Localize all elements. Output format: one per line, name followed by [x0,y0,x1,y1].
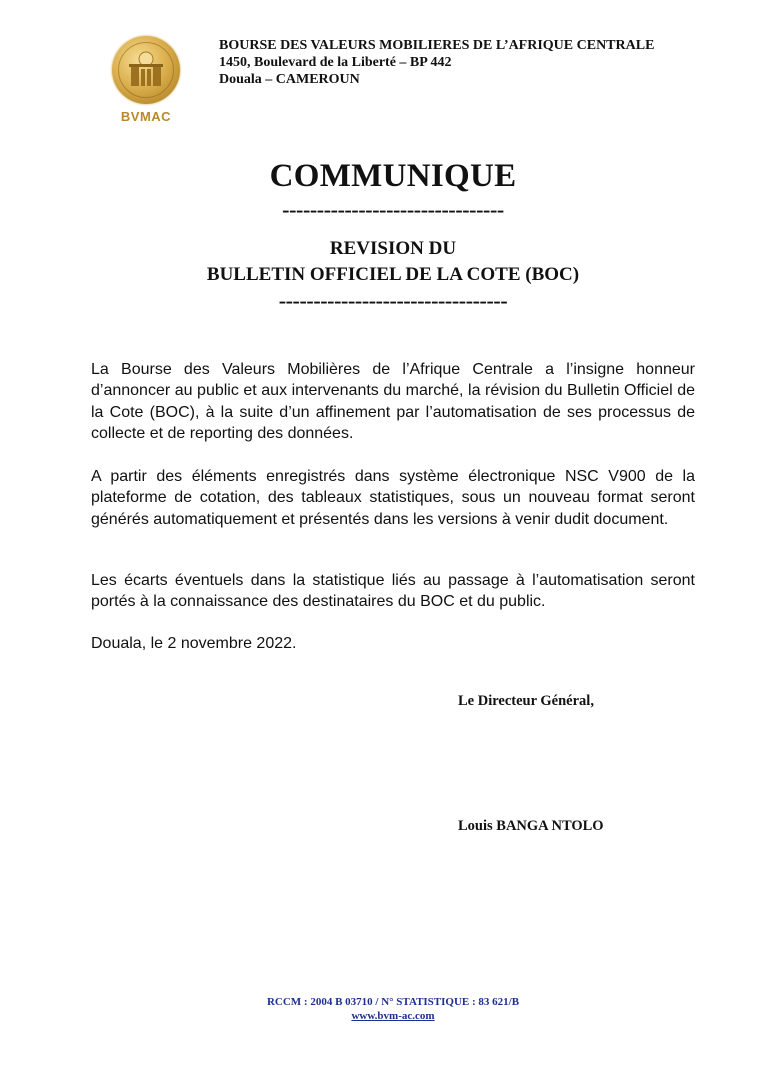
organization-header [219,37,654,88]
subtitle-line-2: BULLETIN OFFICIEL DE LA COTE (BOC) [206,264,580,285]
signatory-name: Louis BANGA NTOLO [458,818,604,834]
separator-top: -------------------------------- [282,197,504,222]
organization-address: 1450, Boulevard de la Liberté – BP 442 [219,55,452,70]
separator-bottom: --------------------------------- [278,288,508,313]
document-subtitle [0,236,768,288]
body-paragraph-1 [91,359,695,444]
gold-coin-emblem-icon [112,36,180,104]
logo-label: BVMAC [120,109,172,124]
body-paragraph-2 [91,466,695,530]
website-link[interactable]: www.bvm-ac.com [351,1010,435,1022]
body-paragraph-3 [91,570,695,613]
paragraph-text: A partir des éléments enregistrés dans système électronique NSC V900 de la plateforme de cotation, des tableaux statistiques, sous un nouveau format seront générés automatiquement et présentés dans les versions à venir dudit document. [91,468,695,528]
paragraph-text: Les écarts éventuels dans la statistique liés au passage à l’automatisation seront portés à la connaissance des destinataires du BOC et du public. [91,572,695,611]
paragraph-text: La Bourse des Valeurs Mobilières de l’Afrique Centrale a l’insigne honneur d’annoncer au public et aux intervenants du marché, la révision du Bulletin Officiel de la Cote (BOC), à la suite d’un affinement par l’automatisation de ses processus de collecte et de reporting des données. [91,361,695,442]
date-line [91,633,695,654]
bvmac-logo [108,36,184,126]
date-text: Douala, le 2 novembre 2022. [91,635,297,652]
registration-info: RCCM : 2004 B 03710 / N° STATISTIQUE : 83 621/B [266,996,520,1008]
document-title: COMMUNIQUE [269,158,517,194]
subtitle-line-1: REVISION DU [329,238,457,259]
organization-city: Douala – CAMEROUN [219,72,360,87]
organization-name: BOURSE DES VALEURS MOBILIERES DE L’AFRIQUE CENTRALE [219,38,655,53]
signatory-role: Le Directeur Général, [458,693,594,709]
page-footer [0,995,768,1023]
